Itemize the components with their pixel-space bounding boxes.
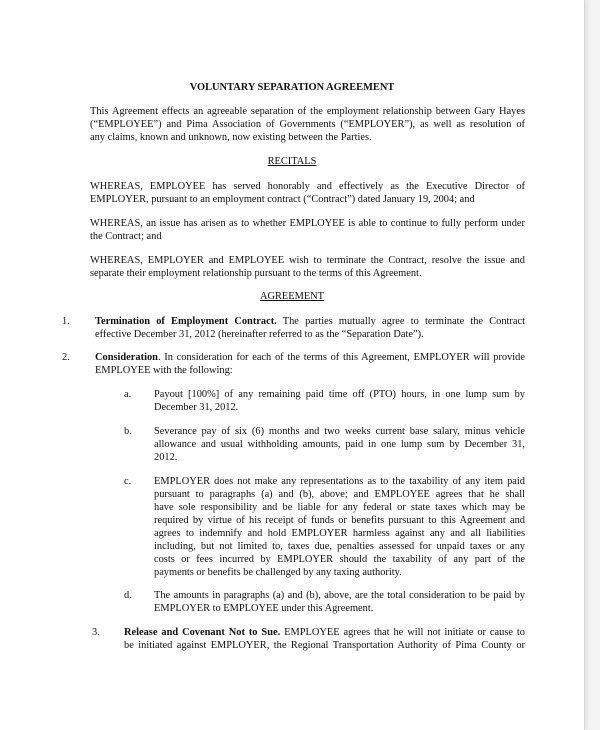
whereas-2-line-2: the Contract; and	[90, 231, 162, 242]
section-2-line-1-text: . In consideration for each of the terms of this Agreement, EMPLOYER will provide	[157, 352, 525, 363]
item-c-line-5: agrees to indemnify and hold EMPLOYER harmless against any and all liabilities	[154, 528, 525, 539]
section-2-line-1	[95, 352, 525, 365]
section-2-line-2: EMPLOYEE with the following:	[95, 365, 233, 376]
section-1-number: 1.	[62, 316, 70, 327]
item-d-line-1: The amounts in paragraphs (a) and (b), above, are the total consideration to be paid by	[154, 590, 525, 601]
section-3-heading: Release and Covenant Not to Sue.	[124, 627, 281, 638]
section-1-heading: Termination of Employment Contract.	[95, 316, 277, 327]
item-c-line-4: required by virtue of his receipt of funds or benefits pursuant to this Agreement and	[154, 515, 525, 526]
whereas-3-line-2: separate their employment relationship pursuant to the terms of this Agreement.	[90, 268, 422, 279]
whereas-1-line-2: EMPLOYER, pursuant to an employment contract (“Contract”) dated January 19, 2004; and	[90, 194, 475, 205]
section-3-line-2: be initiated against EMPLOYER, the Regional Transportation Authority of Pima County or	[124, 640, 525, 651]
section-1-line-1-text: The parties mutually agree to terminate the Contract	[276, 316, 525, 327]
section-3-line-1-text: EMPLOYEE agrees that he will not initiate or cause to	[280, 627, 525, 638]
item-b-line-3: 2012.	[154, 452, 178, 463]
item-c-line-7: costs or fees incurred by EMPLOYER should the taxability of any part of the	[154, 554, 525, 565]
item-c-line-8: payments or benefits be challenged by any taxing authority.	[154, 567, 402, 578]
intro-line-1: This Agreement effects an agreeable separation of the employment relationship between Gary Hayes	[90, 106, 525, 117]
intro-line-3: any claims, known and unknown, now existing between the Parties.	[90, 132, 372, 143]
whereas-2-line-1: WHEREAS, an issue has arisen as to whether EMPLOYEE is able to continue to fully perform under	[90, 218, 525, 229]
item-d-letter: d.	[124, 590, 132, 601]
section-3-number: 3.	[92, 627, 100, 638]
item-b-letter: b.	[124, 426, 132, 437]
section-1-line-2: effective December 31, 2012 (hereinafter referred to as the “Separation Date”).	[95, 329, 424, 340]
item-c-line-1: EMPLOYER does not make any representations as to the taxability of any item paid	[154, 476, 525, 487]
item-a-line-2: December 31, 2012.	[154, 402, 239, 413]
document-title: VOLUNTARY SEPARATION AGREEMENT	[189, 82, 395, 93]
item-b-line-2: allowance and usual withholding amounts, paid in one lump sum by December 31,	[154, 439, 525, 450]
item-a-line-1: Payout [100%] of any remaining paid time off (PTO) hours, in one lump sum by	[154, 389, 525, 400]
whereas-1-line-1: WHEREAS, EMPLOYEE has served honorably and effectively as the Executive Director of	[90, 181, 525, 192]
item-c-line-3: have sole responsibility and be liable for any federal or state taxes which may be	[154, 502, 525, 513]
item-c-letter: c.	[124, 476, 132, 487]
intro-line-2: (“EMPLOYEE”) and Pima Association of Governments (“EMPLOYER”), as well as resolution of	[90, 119, 525, 130]
item-a-letter: a.	[124, 389, 132, 400]
item-c-line-2: pursuant to paragraphs (a) and (b), above; and EMPLOYEE agrees that he shall	[154, 489, 525, 500]
recitals-heading: RECITALS	[267, 156, 317, 167]
item-d-line-2: EMPLOYER to EMPLOYEE under this Agreement.	[154, 603, 374, 614]
section-2-number: 2.	[62, 352, 70, 363]
section-1-line-1	[95, 316, 525, 329]
item-b-line-1: Severance pay of six (6) months and two weeks current base salary, minus vehicle	[154, 426, 525, 437]
whereas-3-line-1: WHEREAS, EMPLOYER and EMPLOYEE wish to terminate the Contract, resolve the issue and	[90, 255, 525, 266]
agreement-heading: AGREEMENT	[259, 291, 325, 302]
section-3-line-1	[124, 627, 525, 640]
item-c-line-6: including, but not limited to, taxes due, penalties assessed for unpaid taxes or any	[154, 541, 525, 552]
section-2-heading: Consideration	[95, 352, 158, 363]
